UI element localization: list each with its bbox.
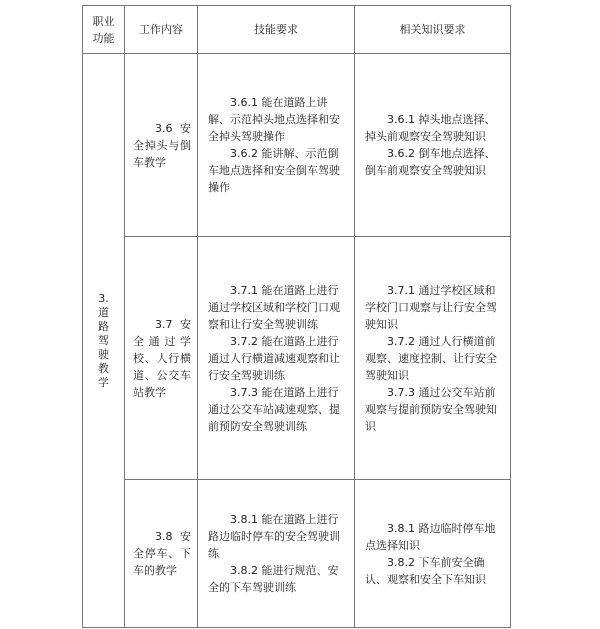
function-char: 学	[98, 375, 109, 389]
knowledge-item: 3.6.1 掉头地点选择、掉头前观察安全驾驶知识	[365, 113, 496, 143]
knowledge-cell	[355, 54, 511, 237]
knowledge-item: 3.8.2 下车前安全确认、观察和安全下车知识	[365, 555, 486, 586]
header-work-content: 工作内容	[125, 6, 198, 54]
header-knowledge-requirements: 相关知识要求	[355, 6, 511, 54]
skills-cell	[198, 54, 355, 237]
work-content-cell	[125, 54, 198, 237]
work-content-text: 3.8 安全停车、下车的教学	[133, 530, 191, 577]
header-function	[83, 6, 125, 54]
skills-cell	[198, 480, 355, 628]
header-function-line1: 职业	[92, 14, 115, 28]
table-row	[83, 54, 511, 237]
requirements-table	[82, 5, 511, 628]
knowledge-item: 3.7.3 通过公交车站前观察与提前预防安全驾驶知识	[365, 385, 497, 433]
function-char: 驾	[98, 333, 109, 347]
skill-item: 3.8.2 能进行规范、安全的下车驾驶训练	[208, 564, 339, 594]
work-content-text: 3.7 安全通过学校、人行横道、公交车站教学	[133, 317, 191, 399]
knowledge-item: 3.7.2 通过人行横道前观察、速度控制、让行安全驾驶知识	[365, 334, 497, 382]
knowledge-cell	[355, 237, 511, 480]
knowledge-item: 3.6.2 倒车地点选择、倒车前观察安全驾驶知识	[365, 147, 496, 177]
knowledge-item: 3.8.1 路边临时停车地点选择知识	[365, 521, 496, 552]
skill-item: 3.6.2 能讲解、示范倒车地点选择和安全倒车驾驶操作	[208, 147, 340, 194]
work-content-cell	[125, 237, 198, 480]
table-row	[83, 480, 511, 628]
function-char: 路	[98, 319, 109, 333]
work-content-text: 3.6 安全掉头与倒车教学	[133, 121, 191, 169]
function-cell	[83, 54, 125, 628]
skill-item: 3.7.1 能在道路上进行通过学校区域和学校门口观察和让行安全驾驶训练	[208, 283, 340, 331]
skill-item: 3.6.1 能在道路上讲解、示范掉头地点选择和安全掉头驾驶操作	[208, 96, 340, 143]
table-row	[83, 237, 511, 480]
header-skill-requirements: 技能要求	[198, 6, 355, 54]
knowledge-item: 3.7.1 通过学校区域和学校门口观察与让行安全驾驶知识	[365, 283, 497, 331]
function-char: 道	[98, 305, 109, 319]
work-content-cell	[125, 480, 198, 628]
function-number: 3.	[98, 291, 109, 305]
header-function-line2: 功能	[92, 31, 115, 45]
skill-item: 3.7.3 能在道路上进行通过公交车站减速观察、提前预防安全驾驶训练	[208, 385, 340, 433]
skills-cell	[198, 237, 355, 480]
skill-item: 3.8.1 能在道路上进行路边临时停车的安全驾驶训练	[208, 513, 340, 560]
knowledge-cell	[355, 480, 511, 628]
skill-item: 3.7.2 能在道路上进行通过人行横道减速观察和让行安全驾驶训练	[208, 334, 340, 382]
header-row	[83, 6, 511, 54]
function-char: 驶	[98, 347, 109, 361]
function-char: 教	[98, 361, 109, 375]
